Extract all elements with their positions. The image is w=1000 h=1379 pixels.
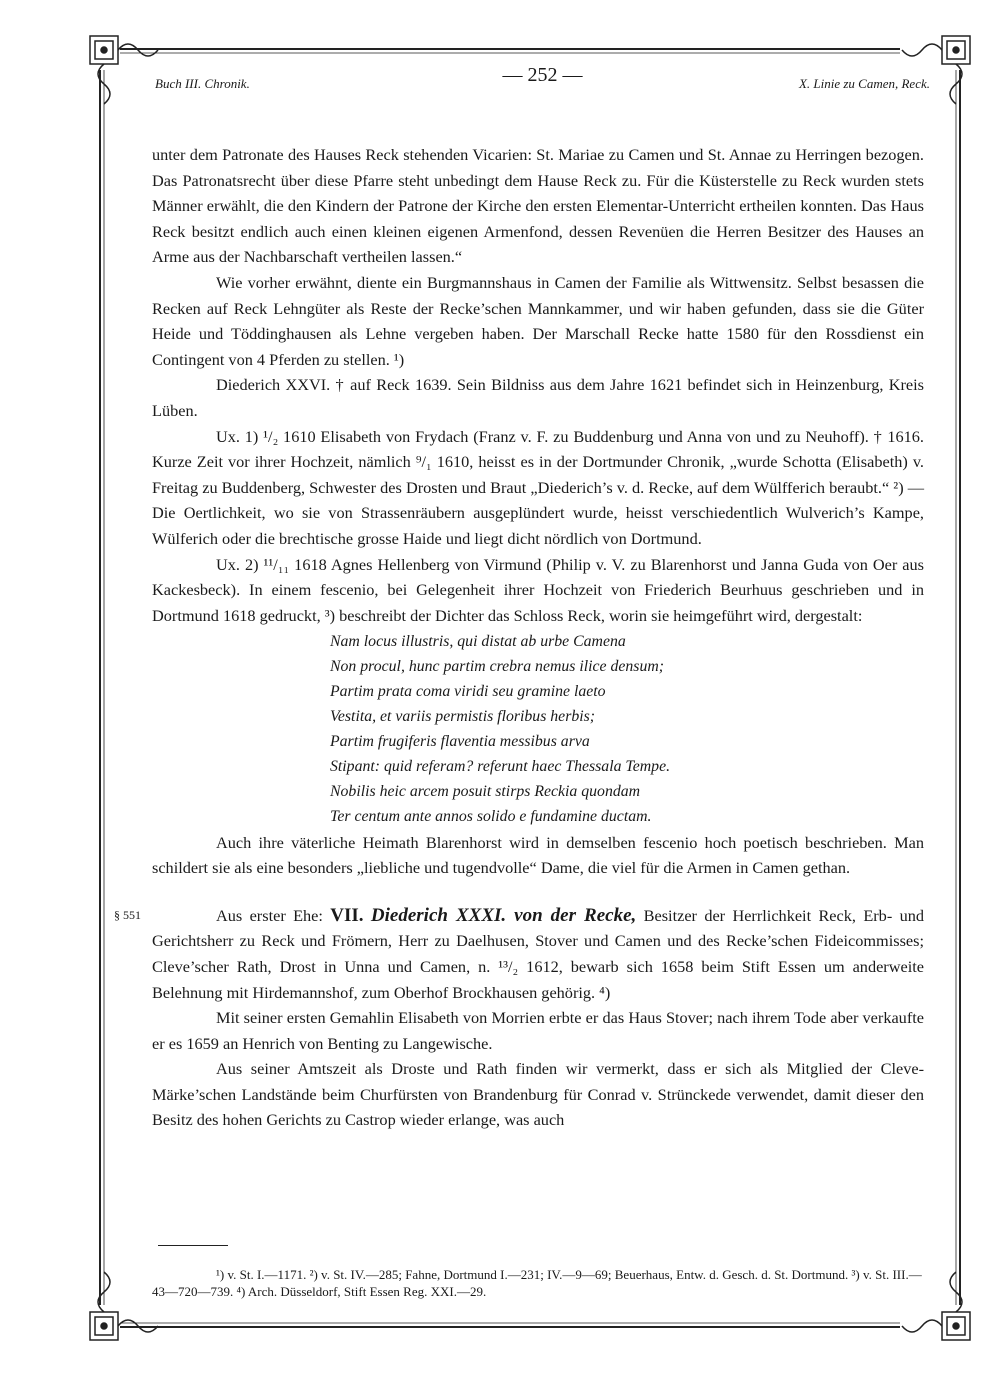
verse-line: Nobilis heic arcem posuit stirps Reckia quondam	[330, 782, 641, 800]
section-lead: Aus erster Ehe:	[216, 905, 323, 925]
paragraph-4: Ux. 1) ¹/₂ 1610 Elisabeth von Frydach (Franz v. F. zu Buddenburg und Anna von und zu Neuhoff). † 1616. Kurze Zeit vor ihrer Hochzeit, nämlich ⁹/₁ 1610, heisst es in der Dortmunder Chronik, „wurde Schotta (Elisabeth) v. Freitag zu Buddenberg, Schwester des Drosten und Braut „Diederich’s v. d. Recke, auf dem Wülfferich beraubt.“ ²) — Die Oertlichkeit, wo sie von Strassenräubern ausgeplündert wurde, heisst verschiedentlich Wulverich’s Kampe, Wülferich oder die brechtische grosse Haide und liegt dicht nördlich von Dortmund.	[152, 426, 924, 548]
verse-line: Non procul, hunc partim crebra nemus ilice densum;	[330, 658, 665, 676]
paragraph-1: unter dem Patronate des Hauses Reck stehenden Vicarien: St. Mariae zu Camen und St. Annae zu Herringen bezogen. Das Patronatsrecht über diese Pfarre steht unbedingt dem Hause Reck zu. Für die Küsterstelle zu Reck wurden stets Männer erwählt, die den Kindern der Patrone der Kirche den ersten Elementar-Unterricht ertheilen konnten. Das Haus Reck besitzt endlich auch einen kleinen eigenen Armenfond, dessen Revenüen die Herren Besitzer des Hauses an Arme aus der Nachbarschaft vertheilen lassen.“	[152, 145, 924, 267]
verse-line: Nam locus illustris, qui distat ab urbe Camena	[330, 633, 626, 651]
verse-line: Partim frugiferis flaventia messibus arva	[330, 732, 590, 750]
verse-line: Ter centum ante annos solido e fundamine ductam.	[330, 807, 652, 825]
paragraph-after-verse: Auch ihre väterliche Heimath Blarenhorst wird in demselben fescenio hoch poetisch beschrieben. Man schildert sie als eine besonders „liebliche und tugendvolle“ Dame, die viel für die Armen in Camen gethan.	[152, 832, 924, 878]
footnotes	[152, 1266, 924, 1300]
footnote-rule	[158, 1245, 228, 1246]
header-right: X. Linie zu Camen, Reck.	[798, 76, 930, 91]
section-paragraph-3: Aus seiner Amtszeit als Droste und Rath finden wir vermerkt, dass er sich als Mitglied der Cleve-Märke’schen Landstände beim Churfürsten von Brandenburg für Conrad v. Strünckede verwendet, damit dieser den Besitz des hohen Gerichts zu Castrop wieder erlange, was auch	[152, 1059, 924, 1130]
generation-number: VII.	[330, 904, 364, 926]
main-text	[114, 142, 925, 1133]
person-title: Diederich XXXI. von der Recke,	[370, 904, 637, 926]
paragraph-5: Ux. 2) ¹¹/₁₁ 1618 Agnes Hellenberg von Virmund (Philip v. V. zu Blarenhorst und Janna Guda von Oer aus Kackesbeck). In einem fescenio, bei Gelegenheit ihrer Hochzeit von Friederich Beurhuus geschrieben und in Dortmund 1618 gedruckt, ³) beschreibt der Dichter das Schloss Reck, worin sie heimgeführt wird, dergestalt:	[152, 554, 924, 625]
section-551	[114, 903, 925, 1133]
section-paragraph-2: Mit seiner ersten Gemahlin Elisabeth von Morrien erbte er das Haus Stover; nach ihrem Tode aber verkaufte er es 1659 an Henrich von Benting zu Langewische.	[152, 1008, 924, 1053]
verse-line: Vestita, et variis permistis floribus herbis;	[330, 708, 596, 725]
verse-line: Stipant: quid referam? referunt haec Thessala Tempe.	[330, 757, 671, 775]
verse-line: Partim prata coma viridi seu gramine laeto	[330, 683, 606, 701]
section-lead-paragraph	[152, 903, 924, 1005]
header-left: Buch III. Chronik.	[155, 76, 250, 91]
section-mark: § 551	[114, 907, 141, 922]
page-number: — 252 —	[502, 64, 583, 86]
latin-verse	[330, 630, 924, 829]
section-rest: Besitzer der Herrlichkeit Reck, Erb- und Gerichtsherr zu Reck und Frömern, Herr zu Daelhusen, Stover und Camen und des Recke’schen Fideicommisses; Cleve’scher Rath, Drost in Unna und Camen, n. ¹³/₂ 1612, bewarb sich 1658 beim Stift Essen um anderweite Belehnung mit Hirdemannshof, zum Oberhof Brockhausen gehörig. ⁴)	[152, 905, 925, 1002]
page-header	[155, 64, 930, 92]
footnote-text: ¹) v. St. I.—1171. ²) v. St. IV.—285; Fahne, Dortmund I.—231; IV.—9—69; Beuerhaus, Entw. d. Gesch. d. St. Dortmund. ³) v. St. III.—43—720—739. ⁴) Arch. Düsseldorf, Stift Essen Reg. XXI.—29.	[152, 1267, 922, 1299]
paragraph-3: Diederich XXVI. † auf Reck 1639. Sein Bildniss aus dem Jahre 1621 befindet sich in Heinzenburg, Kreis Lüben.	[152, 375, 924, 420]
paragraph-2: Wie vorher erwähnt, diente ein Burgmannshaus in Camen der Familie als Wittwensitz. Selbst besassen die Recken auf Reck Lehngüter als Reste der Recke’schen Mannkammer, und wir haben gefunden, dass sie die Güter Heide und Töddinghausen als Lehne vergeben haben. Der Marschall Recke hatte 1580 für den Rossdienst ein Contingent von 4 Pferden zu stellen. ¹)	[152, 272, 924, 369]
